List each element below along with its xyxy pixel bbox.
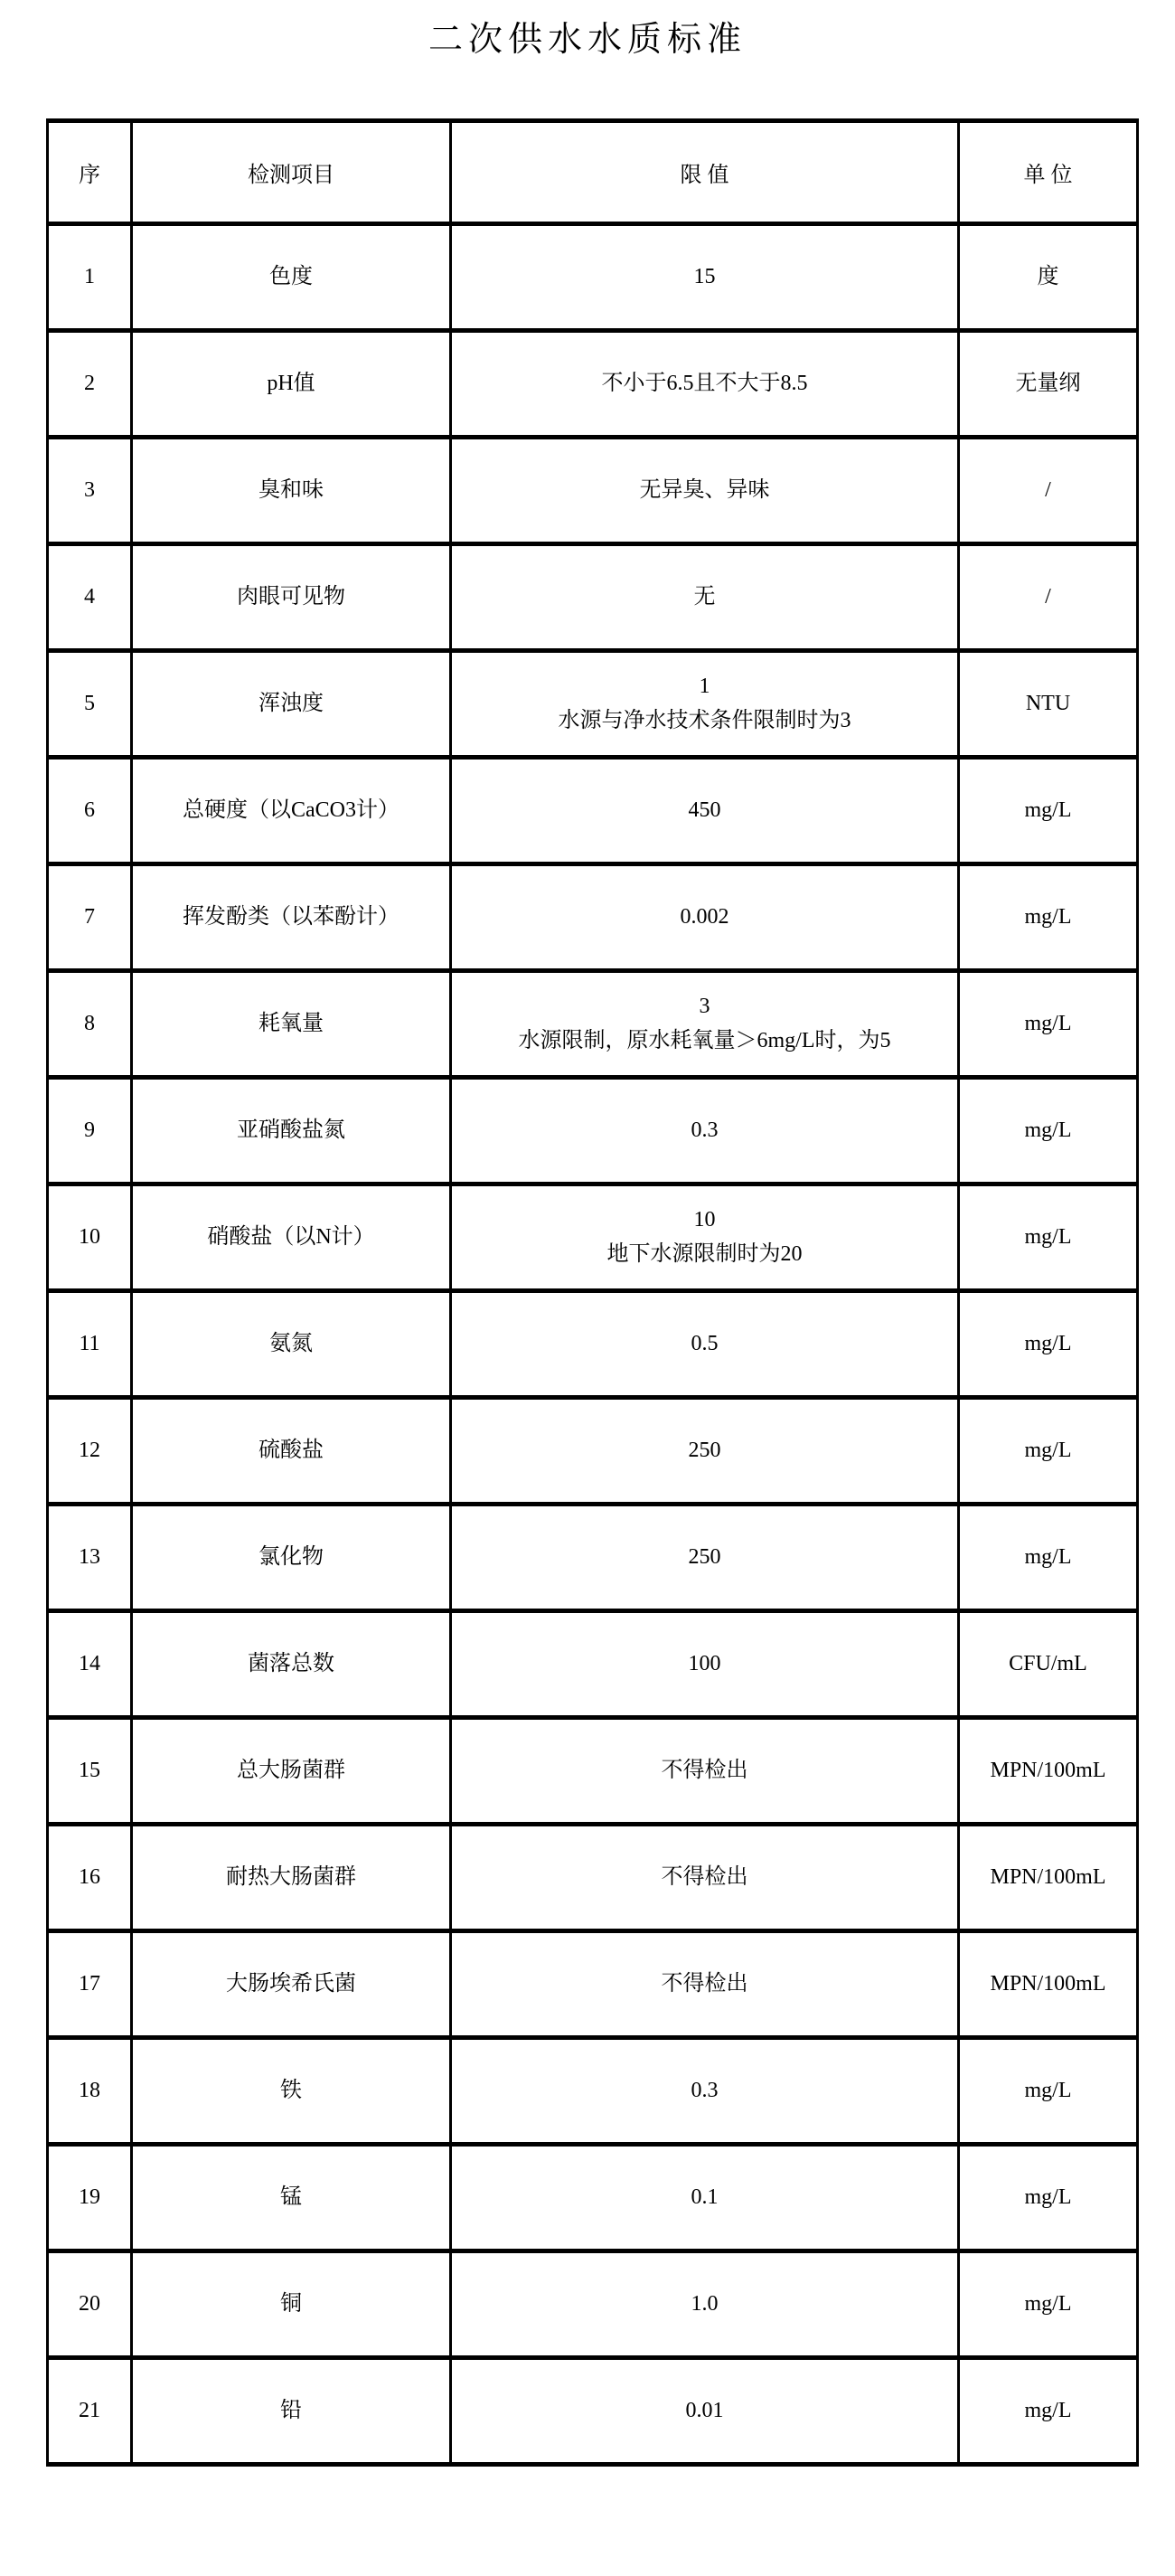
cell-line: 6 (84, 797, 95, 822)
cell-line: 0.002 (680, 904, 729, 929)
limit-cell (451, 1718, 959, 1825)
table-row (48, 1398, 1138, 1505)
cell-line: 总大肠菌群 (237, 1758, 345, 1782)
cell-line: 0.1 (691, 2184, 719, 2209)
cell-line: mg/L (1024, 2398, 1072, 2422)
item-cell (132, 1184, 451, 1291)
seq-cell (48, 1184, 132, 1291)
unit-cell (959, 544, 1138, 651)
cell-line: 不得检出 (661, 1971, 748, 1996)
cell-line: 臭和味 (258, 477, 324, 502)
item-cell (132, 1291, 451, 1398)
page-title: 二次供水水质标准 (428, 21, 747, 59)
table-row (48, 971, 1138, 1078)
cell-line: 不小于6.5且不大于8.5 (601, 371, 808, 395)
unit-cell (959, 1398, 1138, 1505)
unit-cell (959, 1184, 1138, 1291)
item-cell (132, 758, 451, 864)
unit-cell (959, 971, 1138, 1078)
cell-line: 18 (79, 2078, 100, 2102)
item-cell (132, 2251, 451, 2358)
unit-cell (959, 224, 1138, 331)
cell-line: 浑浊度 (258, 691, 324, 715)
cell-line: 铜 (280, 2291, 302, 2316)
cell-line: mg/L (1024, 1544, 1072, 1569)
cell-line: 1.0 (691, 2291, 719, 2316)
limit-cell (451, 971, 959, 1078)
cell-line: 1 (84, 264, 95, 288)
cell-line: mg/L (1024, 1438, 1072, 1462)
limit-cell (451, 1931, 959, 2038)
cell-line: 19 (79, 2184, 100, 2209)
table-body (48, 224, 1138, 2465)
table-row (48, 1291, 1138, 1398)
cell-line: mg/L (1024, 904, 1072, 929)
seq-cell (48, 758, 132, 864)
item-cell (132, 1505, 451, 1611)
item-cell (132, 1398, 451, 1505)
unit-cell (959, 651, 1138, 758)
unit-cell (959, 2358, 1138, 2465)
unit-cell (959, 438, 1138, 544)
seq-cell (48, 1398, 132, 1505)
cell-line: 地下水源限制时为20 (606, 1241, 803, 1266)
limit-cell (451, 2145, 959, 2251)
cell-line: 亚硝酸盐氮 (237, 1118, 345, 1142)
table-row (48, 544, 1138, 651)
table-row (48, 2038, 1138, 2145)
limit-cell (451, 651, 959, 758)
cell-line: 9 (84, 1118, 95, 1142)
cell-line: 0.3 (691, 1118, 719, 1142)
item-cell (132, 1611, 451, 1718)
cell-line: 锰 (280, 2184, 302, 2209)
header-seq: 序 (48, 121, 132, 224)
water-quality-standards-table (46, 118, 1139, 2467)
seq-cell (48, 2038, 132, 2145)
table-row (48, 1078, 1138, 1184)
header-unit: 单 位 (959, 121, 1138, 224)
item-cell (132, 971, 451, 1078)
seq-cell (48, 1078, 132, 1184)
seq-cell (48, 1718, 132, 1825)
item-cell (132, 2145, 451, 2251)
table-row (48, 438, 1138, 544)
cell-line: 挥发酚类（以苯酚计） (183, 904, 400, 929)
cell-line: 7 (84, 904, 95, 929)
unit-cell (959, 1291, 1138, 1398)
cell-line: 3 (699, 995, 710, 1019)
cell-line: 3 (84, 477, 95, 502)
cell-line: 14 (79, 1651, 100, 1675)
cell-line: 肉眼可见物 (237, 584, 345, 609)
cell-line: MPN/100mL (990, 1971, 1106, 1996)
item-cell (132, 224, 451, 331)
limit-cell (451, 758, 959, 864)
cell-line: 不得检出 (661, 1864, 748, 1889)
table-row (48, 2358, 1138, 2465)
unit-cell (959, 1718, 1138, 1825)
item-cell (132, 2038, 451, 2145)
cell-line: 15 (79, 1758, 100, 1782)
seq-cell (48, 971, 132, 1078)
cell-line: 100 (688, 1651, 721, 1675)
seq-cell (48, 1611, 132, 1718)
limit-cell (451, 864, 959, 971)
cell-line: MPN/100mL (990, 1864, 1106, 1889)
cell-line: 0.01 (685, 2398, 724, 2422)
table-row (48, 331, 1138, 438)
table-row (48, 2145, 1138, 2251)
seq-cell (48, 2145, 132, 2251)
unit-cell (959, 331, 1138, 438)
cell-line: 色度 (269, 264, 313, 288)
cell-line: 15 (693, 264, 716, 288)
seq-cell (48, 1825, 132, 1931)
item-cell (132, 1078, 451, 1184)
cell-line: mg/L (1024, 797, 1072, 822)
header-limit: 限 值 (451, 121, 959, 224)
limit-cell (451, 1184, 959, 1291)
cell-line: mg/L (1024, 1118, 1072, 1142)
limit-cell (451, 1398, 959, 1505)
limit-cell (451, 1611, 959, 1718)
cell-line: mg/L (1024, 1331, 1072, 1355)
seq-cell (48, 864, 132, 971)
cell-line: 菌落总数 (248, 1651, 334, 1675)
cell-line: 2 (84, 371, 95, 395)
limit-cell (451, 1505, 959, 1611)
cell-line: 总硬度（以CaCO3计） (183, 797, 400, 822)
seq-cell (48, 1291, 132, 1398)
cell-line: 0.3 (691, 2078, 719, 2102)
item-cell (132, 864, 451, 971)
cell-line: 12 (79, 1438, 100, 1462)
cell-line: 铁 (280, 2078, 302, 2102)
limit-cell (451, 544, 959, 651)
cell-line: 水源限制，原水耗氧量＞6mg/L时，为5 (518, 1028, 891, 1052)
seq-cell (48, 331, 132, 438)
unit-cell (959, 2038, 1138, 2145)
cell-line: / (1045, 584, 1051, 609)
cell-line: 20 (79, 2291, 100, 2316)
cell-line: 250 (688, 1438, 721, 1462)
table-row (48, 1505, 1138, 1611)
cell-line: mg/L (1024, 2291, 1072, 2316)
cell-line: 250 (688, 1544, 721, 1569)
cell-line: 4 (84, 584, 95, 609)
cell-line: / (1045, 477, 1051, 502)
item-cell (132, 438, 451, 544)
table-row (48, 864, 1138, 971)
limit-cell (451, 224, 959, 331)
cell-line: 16 (79, 1864, 100, 1889)
cell-line: mg/L (1024, 1224, 1072, 1249)
limit-cell (451, 331, 959, 438)
cell-line: mg/L (1024, 2078, 1072, 2102)
item-cell (132, 331, 451, 438)
cell-line: 无量纲 (1015, 371, 1081, 395)
cell-line: 大肠埃希氏菌 (226, 1971, 356, 1996)
cell-line: 无异臭、异味 (639, 477, 770, 502)
table-row (48, 224, 1138, 331)
cell-line: 氯化物 (258, 1544, 324, 1569)
cell-line: 耗氧量 (258, 1011, 324, 1035)
table-header (48, 121, 1138, 224)
cell-line: mg/L (1024, 1011, 1072, 1035)
item-cell (132, 544, 451, 651)
table-row (48, 1611, 1138, 1718)
item-cell (132, 2358, 451, 2465)
cell-line: 铅 (280, 2398, 302, 2422)
unit-cell (959, 864, 1138, 971)
cell-line: 21 (79, 2398, 100, 2422)
cell-line: pH值 (267, 371, 315, 395)
item-cell (132, 1931, 451, 2038)
limit-cell (451, 2038, 959, 2145)
cell-line: 11 (79, 1331, 100, 1355)
unit-cell (959, 2251, 1138, 2358)
seq-cell (48, 224, 132, 331)
cell-line: 13 (79, 1544, 100, 1569)
cell-line: 度 (1037, 264, 1059, 288)
table-row (48, 1931, 1138, 2038)
cell-line: 硫酸盐 (258, 1438, 324, 1462)
unit-cell (959, 1931, 1138, 2038)
cell-line: 1 (699, 675, 710, 699)
cell-line: 无 (693, 584, 716, 609)
cell-line: 氨氮 (269, 1331, 313, 1355)
header-row (48, 121, 1138, 224)
cell-line: CFU/mL (1009, 1651, 1087, 1675)
table-row (48, 651, 1138, 758)
cell-line: 10 (79, 1224, 100, 1249)
seq-cell (48, 651, 132, 758)
limit-cell (451, 2358, 959, 2465)
table-row (48, 1184, 1138, 1291)
limit-cell (451, 438, 959, 544)
limit-cell (451, 1825, 959, 1931)
unit-cell (959, 758, 1138, 864)
seq-cell (48, 1931, 132, 2038)
unit-cell (959, 1825, 1138, 1931)
item-cell (132, 1825, 451, 1931)
unit-cell (959, 1505, 1138, 1611)
unit-cell (959, 1611, 1138, 1718)
seq-cell (48, 2358, 132, 2465)
cell-line: mg/L (1024, 2184, 1072, 2209)
limit-cell (451, 2251, 959, 2358)
cell-line: 8 (84, 1011, 95, 1035)
limit-cell (451, 1078, 959, 1184)
unit-cell (959, 2145, 1138, 2251)
cell-line: 10 (693, 1208, 716, 1232)
cell-line: 硝酸盐（以N计） (207, 1224, 375, 1249)
unit-cell (959, 1078, 1138, 1184)
cell-line: 17 (79, 1971, 100, 1996)
seq-cell (48, 544, 132, 651)
cell-line: 耐热大肠菌群 (226, 1864, 356, 1889)
table-row (48, 758, 1138, 864)
table-row (48, 2251, 1138, 2358)
item-cell (132, 651, 451, 758)
item-cell (132, 1718, 451, 1825)
cell-line: 水源与净水技术条件限制时为3 (558, 708, 851, 732)
cell-line: 5 (84, 691, 95, 715)
cell-line: 不得检出 (661, 1758, 748, 1782)
limit-cell (451, 1291, 959, 1398)
cell-line: 450 (688, 797, 721, 822)
table-row (48, 1718, 1138, 1825)
cell-line: MPN/100mL (990, 1758, 1106, 1782)
header-item: 检测项目 (132, 121, 451, 224)
table-row (48, 1825, 1138, 1931)
seq-cell (48, 2251, 132, 2358)
seq-cell (48, 438, 132, 544)
cell-line: 0.5 (691, 1331, 719, 1355)
seq-cell (48, 1505, 132, 1611)
cell-line: NTU (1025, 691, 1071, 715)
